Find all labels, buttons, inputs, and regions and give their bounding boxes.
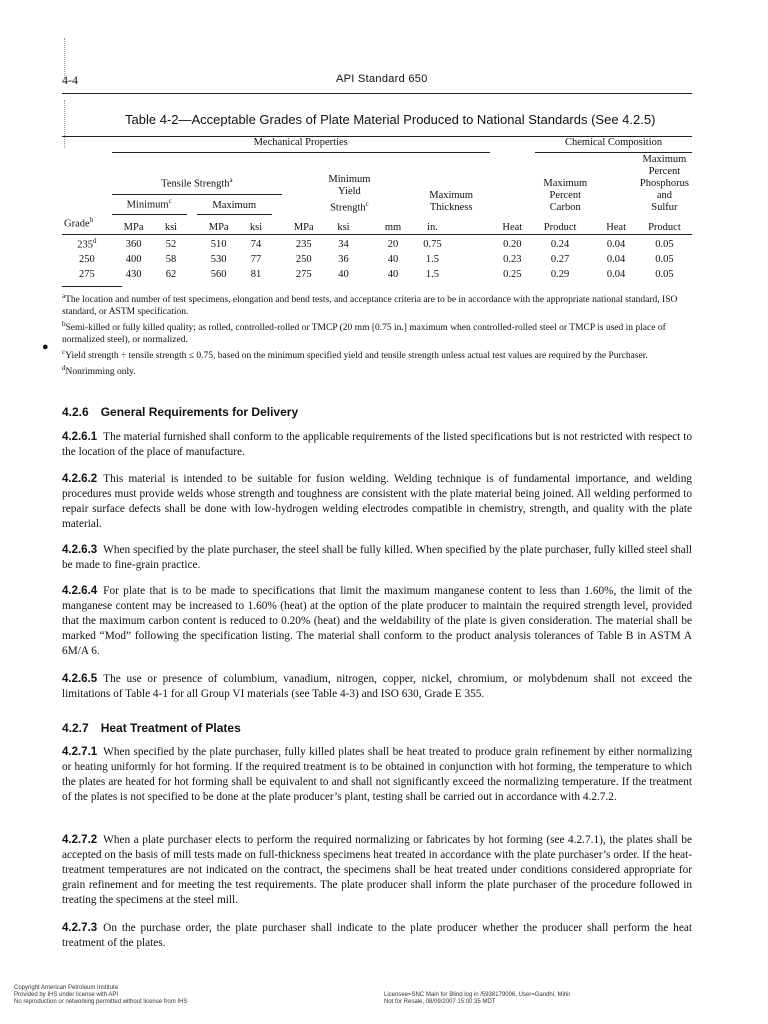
grade-cell: 275 bbox=[79, 269, 95, 280]
table-cell: 510 bbox=[210, 239, 227, 250]
unit-label: Heat bbox=[606, 221, 627, 233]
paragraph-4-2-6-2: 4.2.6.2 This material is intended to be suitable for fusion welding. Welding technique is of fundamental importance, and welding procedures must provide welds whose strength and toughness are consistent with the plate material being joined. All welding performed to repair surface defects shall be done with low-hydrogen welding electrodes compatible in chemistry, strength, and quality with the plate material. bbox=[62, 473, 692, 530]
table-row bbox=[62, 251, 692, 266]
paragraph-4-2-6-4: 4.2.6.4 For plate that is to be made to specifications that limit the maximum manganese content to less than 1.60%, the limit of the manganese content may be increased to 1.60% (heat) at the option of the plate producer to maintain the required strength level, provided that the maximum carbon content is reduced to 0.20% (heat) and the weldability of the plate is given consideration. The material shall be marked “Mod” following the specification listing. The material shall conform to the product analysis tolerances of Table B in ASTM A 6M/A 6. bbox=[62, 585, 692, 657]
footnote: $^c$Yield strength ÷ tensile strength ≤ 0.75, based on the minimum specified yield and tensile strength unless actual test values are required by the Purchaser. bbox=[62, 348, 648, 362]
unit-label: Heat bbox=[502, 221, 523, 233]
gutter-mark bbox=[64, 38, 65, 78]
unit-label: ksi bbox=[249, 221, 263, 233]
footnote: $^d$Nonrimming only. bbox=[62, 364, 136, 378]
tensile-maximum-header: Maximum bbox=[197, 195, 272, 215]
table-cell: 34 bbox=[338, 239, 349, 250]
max-carbon-header: Maximum Percent Carbon bbox=[543, 178, 588, 213]
min-yield-header: Minimum Yield Strength$^c$ bbox=[328, 173, 371, 213]
unit-label: Product bbox=[543, 221, 577, 233]
paragraph-4-2-6-3: 4.2.6.3 When specified by the plate purchaser, the steel shall be fully killed. When specified by the plate purchaser, fully killed steel shall be made to fine-grain practice. bbox=[62, 544, 692, 571]
unit-label: Product bbox=[648, 221, 681, 233]
table-cell: 52 bbox=[165, 239, 177, 250]
table-cell: 0.20 bbox=[503, 239, 522, 250]
table-cell: 530 bbox=[210, 254, 227, 265]
max-thickness-header: Maximum Thickness bbox=[429, 190, 473, 213]
table-cell: 0.05 bbox=[655, 239, 674, 250]
paragraph-4-2-7-3: 4.2.7.3 On the purchase order, the plate purchaser shall indicate to the plate producer whether the producer shall perform the heat treatment of the plates. bbox=[62, 922, 692, 949]
unit-label: ksi bbox=[164, 221, 178, 233]
table-cell: 58 bbox=[165, 254, 177, 265]
table-cell: 74 bbox=[250, 239, 262, 250]
table-cell: 0.04 bbox=[606, 239, 626, 250]
footnote: $^b$Semi-killed or fully killed quality; as rolled, controlled-rolled or TMCP (20 mm [0.75 in.] maximum when controlled-rolled steel or TMCP is used in place of normalized steel), or normalized. bbox=[62, 320, 666, 346]
section-heading: 4.2.6 General Requirements for Delivery bbox=[62, 405, 299, 419]
table-cell: 0.04 bbox=[606, 254, 626, 265]
header-rule bbox=[62, 93, 692, 94]
paragraph-4-2-7-1: 4.2.7.1 When specified by the plate purchaser, fully killed plates shall be heat treated to produce grain refinement by either normalizing or heating uniformly for hot forming. If the required treatment is to be obtained in conjunction with hot forming, the temperature to which the plates are heated for hot forming shall be equivalent to and shall not significantly exceed the normalizing temperature. If the treatment of the plates is not specified to be done at the plate producer’s plant, testing shall be carried out in accordance with 4.2.7.2. bbox=[62, 746, 692, 803]
grades-table bbox=[62, 136, 692, 281]
grade-column-header: Grade$^b$ bbox=[64, 216, 94, 230]
running-header-title: API Standard 650 bbox=[336, 73, 428, 85]
unit-label: MPa bbox=[208, 221, 229, 233]
margin-bullet: ● bbox=[42, 341, 49, 353]
table-cell: 430 bbox=[125, 269, 142, 280]
table-cell: 235 bbox=[295, 239, 312, 250]
table-cell: 0.75 bbox=[423, 239, 442, 250]
grade-cell: 235$^d$ bbox=[77, 236, 97, 250]
tensile-minimum-header: Minimum$^c$ bbox=[112, 195, 187, 215]
group-mechanical-header: Mechanical Properties bbox=[112, 137, 490, 153]
grade-cell: 250 bbox=[79, 254, 95, 265]
table-cell: 360 bbox=[125, 239, 142, 250]
unit-label: in. bbox=[427, 221, 438, 233]
footer-copyright: Copyright American Petroleum Institute Provided by IHS under license with API No reproduction or networking permitted without license from IHS bbox=[14, 985, 188, 1005]
table-cell: 275 bbox=[295, 269, 312, 280]
table-cell: 0.24 bbox=[550, 239, 570, 250]
table-cell: 400 bbox=[125, 254, 142, 265]
table-cell: 40 bbox=[387, 254, 399, 265]
table-cell: 250 bbox=[295, 254, 312, 265]
table-cell: 40 bbox=[338, 269, 349, 280]
footnote-rule bbox=[62, 286, 122, 287]
table-cell: 0.05 bbox=[655, 254, 674, 265]
paragraph-4-2-6-5: 4.2.6.5 The use or presence of columbium, vanadium, nitrogen, copper, nickel, chromium, or molybdenum shall not exceed the limitations of Table 4-1 for all Group VI materials (see Table 4-3) and ISO 630, Grade E 355. bbox=[62, 673, 692, 700]
unit-label: mm bbox=[384, 221, 402, 233]
table-cell: 0.25 bbox=[503, 269, 522, 280]
paragraph-4-2-6-1: 4.2.6.1 The material furnished shall conform to the applicable requirements of the listed specifications but is not restricted with respect to the location of the place of manufacture. bbox=[62, 431, 692, 458]
table-caption: Table 4-2—Acceptable Grades of Plate Material Produced to National Standards (See 4.2.5) bbox=[125, 112, 656, 127]
table-cell: 36 bbox=[338, 254, 349, 265]
table-row bbox=[62, 234, 692, 251]
tensile-strength-header: Tensile Strength$^a$ bbox=[112, 153, 282, 195]
footer-license: Licensee=SNC Main for Blind log in /5938179006, User=Gandhi, Mihir Not for Resale, 08/09/2007 15:00:35 MDT bbox=[384, 992, 571, 1005]
table-cell: 62 bbox=[165, 269, 177, 280]
footnote: $^a$The location and number of test specimens, elongation and bend tests, and acceptance criteria are to be in accordance with the appropriate national standard, ISO standard, or ASTM specification. bbox=[62, 292, 678, 318]
table-cell: 81 bbox=[250, 269, 262, 280]
table-cell: 1.5 bbox=[425, 254, 439, 265]
table-cell: 0.05 bbox=[655, 269, 674, 280]
table-cell: 0.27 bbox=[550, 254, 570, 265]
table-cell: 0.04 bbox=[606, 269, 626, 280]
unit-label: MPa bbox=[123, 221, 144, 233]
table-cell: 40 bbox=[387, 269, 399, 280]
unit-label: ksi bbox=[337, 221, 350, 233]
unit-label: MPa bbox=[293, 221, 314, 233]
table-cell: 20 bbox=[387, 239, 399, 250]
table-row bbox=[62, 266, 692, 281]
table-footnotes bbox=[62, 290, 692, 379]
table-cell: 560 bbox=[210, 269, 227, 280]
table-cell: 0.23 bbox=[503, 254, 522, 265]
section-heading: 4.2.7 Heat Treatment of Plates bbox=[62, 721, 241, 735]
paragraph-4-2-7-2: 4.2.7.2 When a plate purchaser elects to perform the required normalizing or fabricates by hot forming (see 4.2.7.1), the plates shall be accepted on the basis of mill tests made on full-thickness specimens heat treated in accordance with the plate purchaser’s order. If the heat-treatment temperatures are not indicated on the contract, the specimens shall be heat treated under conditions considered appropriate for grain refinement and for meeting the test requirements. The plate producer shall inform the plate purchaser of the procedure followed in treating the specimens at the steel mill. bbox=[62, 834, 692, 906]
table-cell: 1.5 bbox=[425, 269, 439, 280]
max-phosphorus-sulfur-header: Maximum Percent Phosphorus and Sulfur bbox=[639, 154, 689, 213]
table-cell: 77 bbox=[250, 254, 262, 265]
page-number: 4-4 bbox=[62, 73, 78, 87]
group-chemical-header: Chemical Composition bbox=[535, 137, 692, 153]
table-cell: 0.29 bbox=[550, 269, 570, 280]
